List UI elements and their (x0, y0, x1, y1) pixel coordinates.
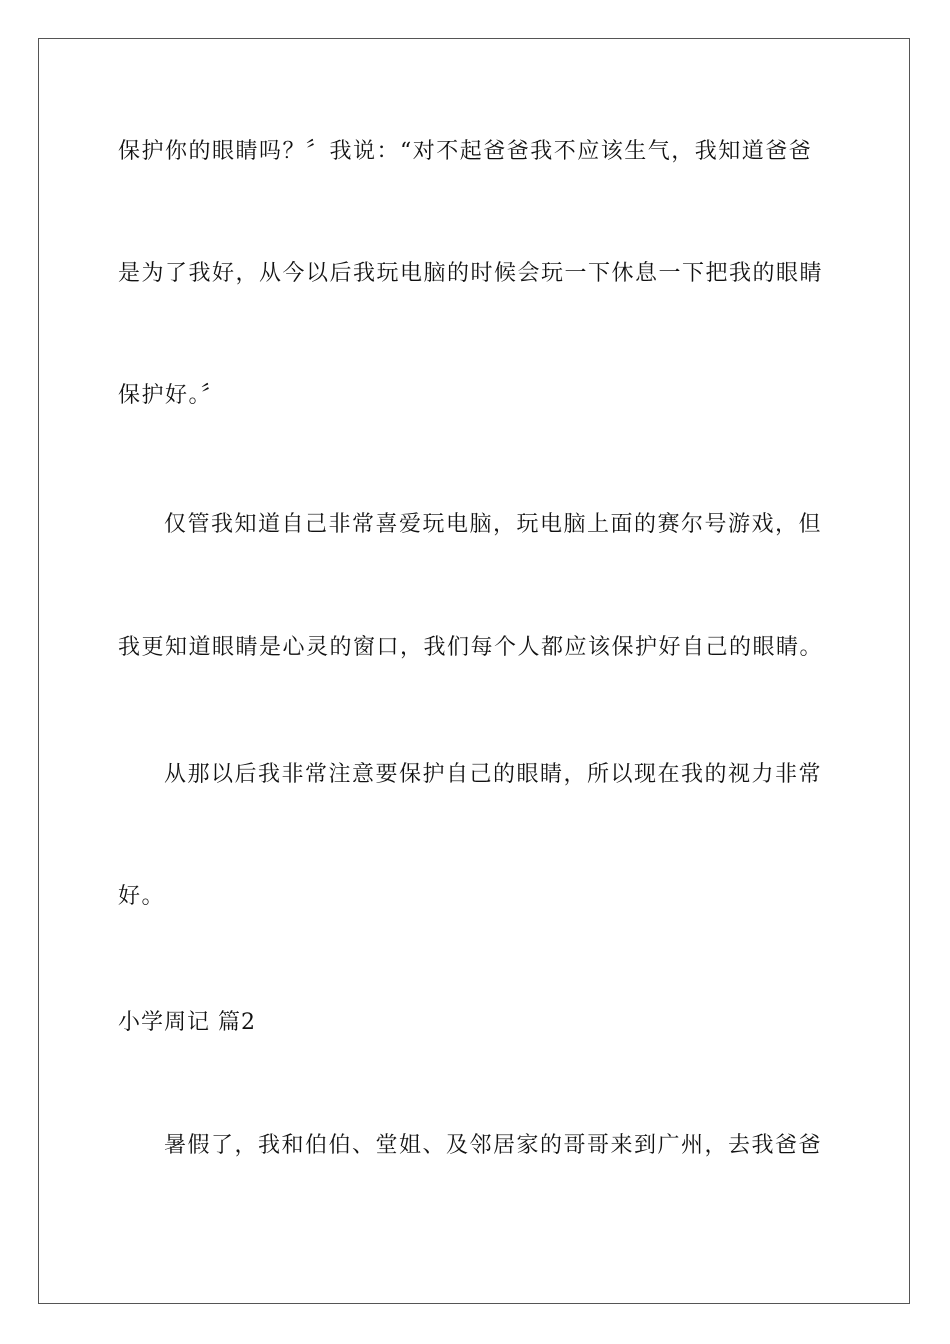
page-border (38, 38, 910, 1304)
paragraph-line: 从那以后我非常注意要保护自己的眼睛，所以现在我的视力非常 (164, 762, 823, 787)
paragraph-line: 好。 (118, 884, 166, 909)
paragraph-line: 仅管我知道自己非常喜爱玩电脑，玩电脑上面的赛尔号游戏，但 (164, 512, 823, 537)
paragraph-line: 我更知道眼睛是心灵的窗口，我们每个人都应该保护好自己的眼睛。 (118, 635, 824, 660)
paragraph-line: 是为了我好，从今以后我玩电脑的时候会玩一下休息一下把我的眼睛 (118, 261, 824, 286)
paragraph-line: 保护好。〞 (118, 383, 225, 408)
section-heading: 小学周记 篇2 (118, 1010, 256, 1035)
paragraph-line: 保护你的眼睛吗？〞我说：“对不起爸爸我不应该生气，我知道爸爸 (118, 139, 813, 164)
paragraph-line: 暑假了，我和伯伯、堂姐、及邻居家的哥哥来到广州，去我爸爸 (164, 1133, 823, 1158)
